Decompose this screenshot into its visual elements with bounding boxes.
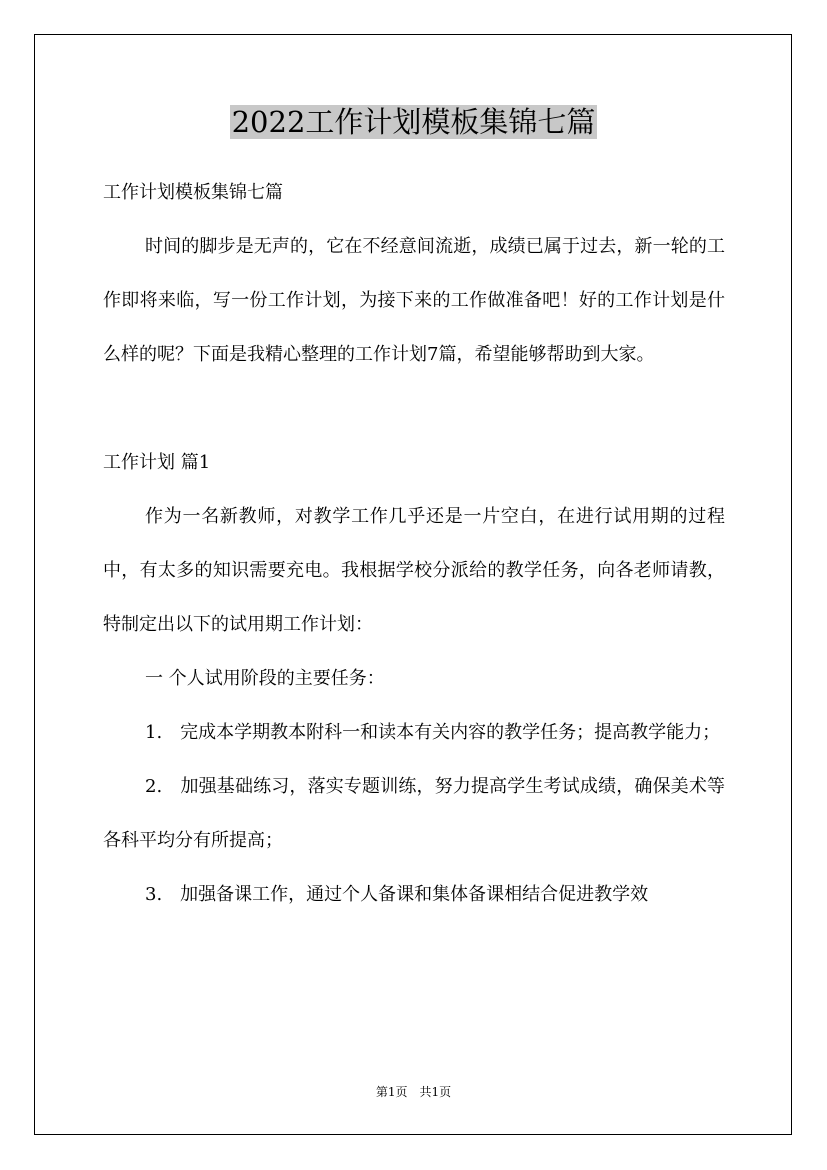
list-item-3: 3. 加强备课工作，通过个人备课和集体备课相结合促进教学效 bbox=[145, 884, 649, 905]
document-body bbox=[103, 166, 725, 922]
section-heading: 工作计划 篇1 bbox=[103, 452, 211, 473]
list-item-2: 2. 加强基础练习，落实专题训练，努力提高学生考试成绩，确保美术等各科平均分有所提高； bbox=[103, 776, 725, 851]
document-title bbox=[0, 100, 827, 144]
document-subtitle: 工作计划模板集锦七篇 bbox=[103, 182, 283, 203]
list-item-1: 1. 完成本学期教本附科一和读本有关内容的教学任务；提高教学能力； bbox=[145, 722, 721, 743]
section-paragraph: 作为一名新教师，对教学工作几乎还是一片空白，在进行试用期的过程中，有太多的知识需要充电。我根据学校分派给的教学任务，向各老师请教，特制定出以下的试用期工作计划： bbox=[103, 506, 725, 635]
paragraph-gap bbox=[103, 382, 725, 436]
subheading: 一 个人试用阶段的主要任务： bbox=[145, 668, 385, 689]
intro-paragraph: 时间的脚步是无声的，它在不经意间流逝，成绩已属于过去，新一轮的工作即将来临，写一份工作计划，为接下来的工作做准备吧！好的工作计划是什么样的呢？下面是我精心整理的工作计划7篇，希望能够帮助到大家。 bbox=[103, 236, 725, 365]
page-number: 第1页 共1页 bbox=[375, 1085, 452, 1099]
document-title-text: 2022工作计划模板集锦七篇 bbox=[231, 105, 596, 139]
page-footer bbox=[0, 1083, 827, 1101]
